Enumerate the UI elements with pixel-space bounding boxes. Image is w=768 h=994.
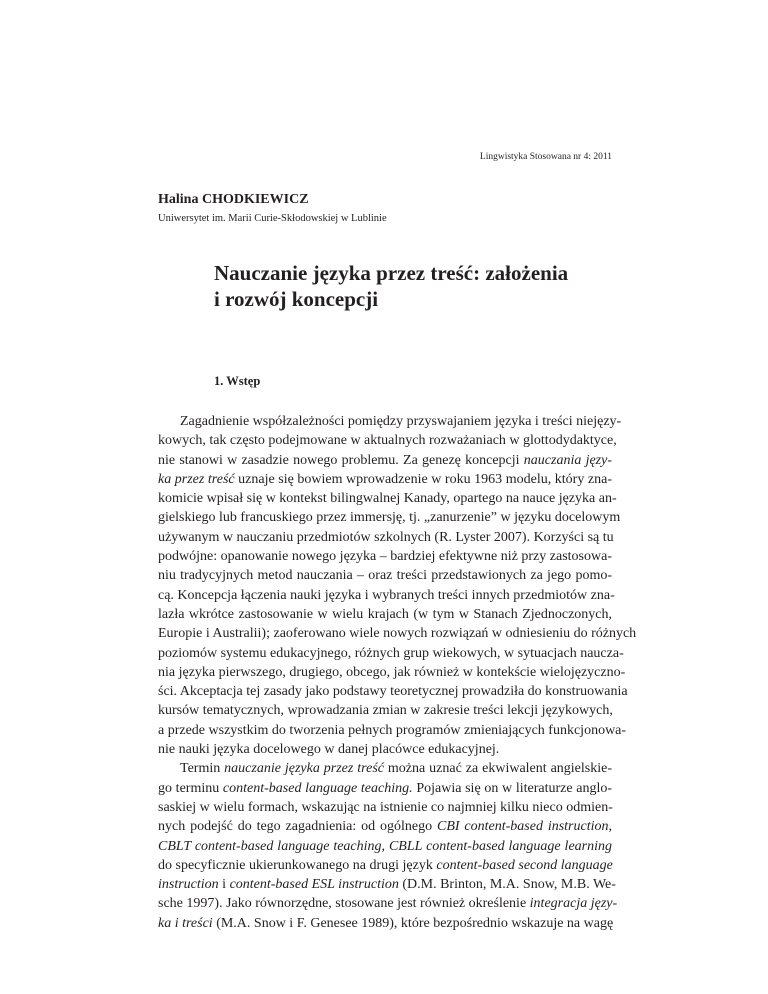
article-title	[214, 260, 568, 312]
text-run: gielskiego lub francuskiego przez immersję, tj. „zanurzenie” w języku docelowym	[158, 510, 621, 526]
body-line	[158, 431, 617, 450]
text-run: komicie wpisał się w kontekst bilingwalnej Kanady, opartego na nauce języka an-	[158, 491, 617, 507]
body-line	[158, 894, 618, 913]
italic-term: content-based ESL instruction	[229, 877, 399, 893]
text-run: sche 1997). Jako równorzędne, stosowane jest również określenie	[158, 896, 530, 912]
italic-term: CBI content-based instruction,	[437, 819, 612, 835]
body-line	[158, 412, 622, 431]
text-run: nie nauki języka docelowego w danej placówce edukacyjnej.	[158, 742, 500, 758]
body-line	[158, 663, 626, 682]
body-line	[158, 721, 627, 740]
author-name: Halina CHODKIEWICZ	[158, 192, 309, 207]
author-affiliation: Uniwersytet im. Marii Curie-Skłodowskiej w Lublinie	[158, 213, 387, 224]
text-run: (D.M. Brinton, M.A. Snow, M.B. We-	[398, 877, 616, 893]
text-run: nych podejść do tego zagadnienia: od ogólnego	[158, 819, 437, 835]
text-run: Europie i Australii); zaoferowano wiele nowych rozwiązań w odniesieniu do różnych	[158, 626, 637, 642]
italic-term: nauczania języ-	[523, 452, 612, 468]
text-run: go terminu	[158, 780, 223, 796]
body-line	[158, 701, 612, 720]
text-run: nie stanowi w zasadzie nowego problemu. Za genezę koncepcji	[158, 452, 524, 468]
italic-term: ka i treści	[158, 915, 213, 931]
italic-term: nauczanie języka przez treść	[224, 761, 384, 777]
italic-term: content-based language teaching.	[222, 780, 413, 796]
text-run: kowych, tak często podejmowane w aktualnych rozważaniach w glottodydaktyce,	[158, 433, 617, 449]
title-line: Nauczanie języka przez treść: założenia	[214, 261, 569, 285]
body-line	[158, 528, 612, 547]
text-run: nia języka pierwszego, drugiego, obcego, jak również w kontekście wielojęzyczno-	[158, 664, 626, 680]
title-line: i rozwój koncepcji	[214, 287, 379, 311]
italic-term: ka przez treść	[158, 471, 235, 487]
text-run: saskiej w wielu formach, wskazując na istnienie co najmniej kilku nieco odmien-	[158, 799, 613, 815]
text-run: cą. Koncepcja łączenia nauki języka i wybranych treści innych przedmiotów zna-	[158, 587, 615, 603]
italic-term: content-based second language	[436, 857, 613, 873]
paragraph-1	[158, 412, 637, 759]
body-line	[158, 547, 612, 566]
body-line	[158, 682, 628, 701]
text-run: kursów tematycznych, wprowadzania zmian w zakresie treści lekcji językowych,	[158, 703, 613, 719]
text-run: a przede wszystkim do tworzenia pełnych programów zmieniających funkcjonowa-	[158, 722, 627, 738]
text-run: ści. Akceptacja tej zasady jako podstawy teoretycznej prowadziła do konstruowania	[158, 684, 628, 700]
italic-term: integracja języ-	[529, 896, 618, 912]
body-line	[158, 856, 612, 875]
body-line	[158, 489, 617, 508]
body-line	[158, 837, 612, 856]
text-run: poziomów systemu edukacyjnego, różnych grup wiekowych, w sytuacjach naucza-	[158, 645, 624, 661]
text-run: Zagadnienie współzależności pomiędzy przyswajaniem języka i treści niejęzy-	[180, 414, 622, 429]
body-text	[158, 412, 637, 933]
body-line	[158, 817, 612, 836]
body-line	[158, 605, 612, 624]
body-line	[158, 759, 612, 778]
body-line	[158, 779, 612, 798]
text-run: do specyficznie ukierunkowanego na drugi język	[158, 857, 437, 873]
text-run: Termin	[180, 761, 225, 777]
italic-term: instruction	[158, 877, 219, 893]
italic-term: CBLT content-based language teaching, CBLL content-based language learning	[158, 838, 612, 854]
text-run: niu tradycyjnych metod nauczania – oraz treści przedstawionych za jego pomo-	[158, 568, 612, 584]
text-run: lazła wkrótce zastosowanie w wielu krajach (w tym w Stanach Zjednoczonych,	[158, 606, 612, 622]
text-run: (M.A. Snow i F. Genesee 1989), które bezpośrednio wskazuje na wagę	[212, 915, 614, 931]
body-line	[158, 451, 612, 470]
text-run: Pojawia się on w literaturze anglo-	[412, 780, 613, 796]
body-line	[158, 586, 615, 605]
body-line	[158, 624, 637, 643]
text-run: uznaje się bowiem wprowadzenie w roku 1963 modelu, który zna-	[234, 471, 612, 487]
body-line	[158, 914, 612, 933]
body-line	[158, 470, 612, 489]
body-line	[158, 875, 616, 894]
text-run: używanym w nauczaniu przedmiotów szkolnych (R. Lyster 2007). Korzyści są tu	[158, 529, 614, 545]
text-run: i	[218, 877, 230, 893]
body-line	[158, 798, 612, 817]
body-line	[158, 508, 621, 527]
running-head: Lingwistyka Stosowana nr 4: 2011	[479, 152, 612, 162]
paragraph-2	[158, 759, 618, 933]
section-heading: 1. Wstęp	[214, 374, 261, 388]
text-run: można uznać za ekwiwalent angielskie-	[383, 761, 613, 777]
body-line	[158, 644, 624, 663]
body-line	[158, 566, 612, 585]
body-line	[158, 740, 612, 759]
text-run: podwójne: opanowanie nowego języka – bardziej efektywne niż przy zastosowa-	[158, 549, 612, 565]
